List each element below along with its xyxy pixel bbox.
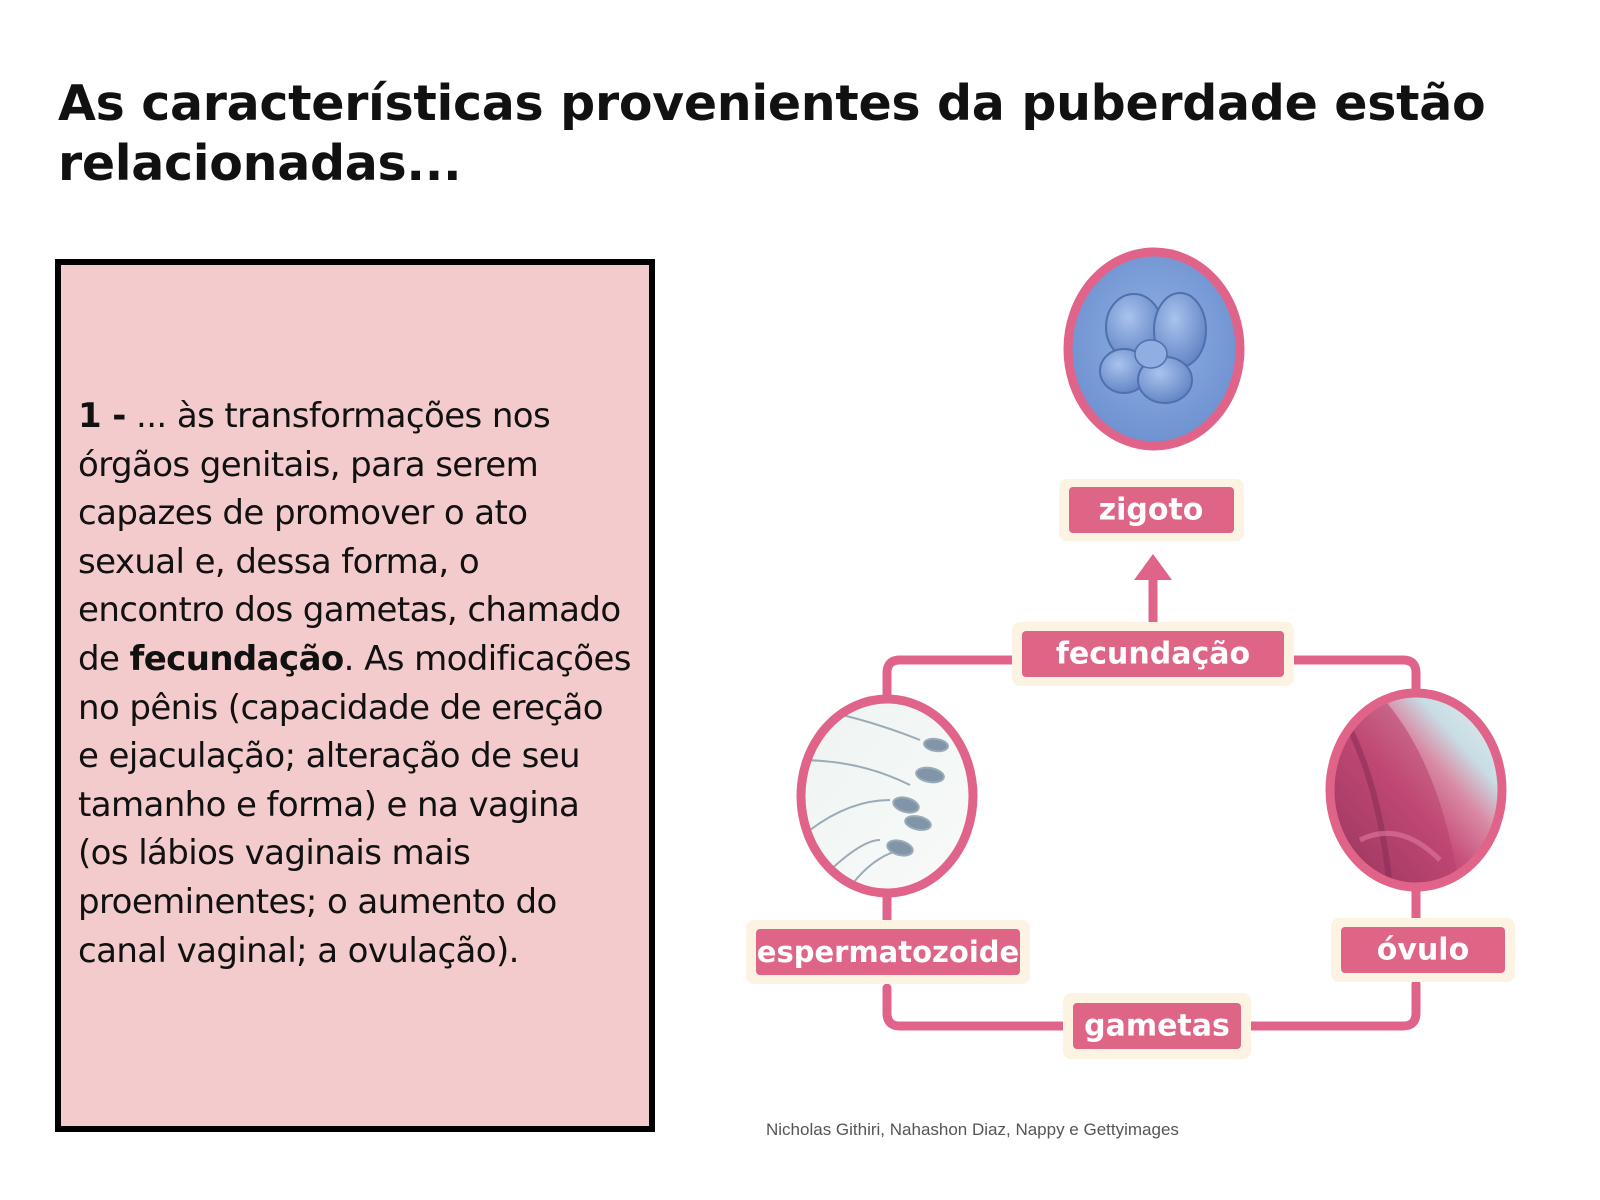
- text-box-paragraph: [78, 392, 633, 975]
- page-title: As características provenientes da puberdade estão relacionadas...: [58, 75, 1486, 192]
- sperm-photo: [800, 699, 973, 920]
- label-ovulo-text: óvulo: [1376, 932, 1470, 968]
- label-fecundacao-text: fecundação: [1055, 636, 1251, 672]
- arrow-up-icon: [1134, 554, 1172, 580]
- label-gametas: [1063, 993, 1251, 1059]
- ovum-photo: [1330, 693, 1502, 890]
- label-gametas-text: gametas: [1084, 1008, 1230, 1044]
- label-ovulo: [1331, 918, 1515, 982]
- connector-bottom-left: [887, 988, 1068, 1026]
- bold-term-fecundacao: fecundação: [129, 638, 344, 679]
- connector-top-right: [1290, 660, 1416, 692]
- connector-bottom-right: [1246, 984, 1416, 1026]
- reproduction-cycle-diagram: [740, 240, 1560, 1110]
- connector-top-left: [887, 660, 1020, 698]
- text-before: ... às transformações nos órgãos genitais, para serem capazes de promover o ato sexual e, dessa forma, o encontro dos gametas, chamado de: [78, 396, 621, 679]
- image-credit: Nicholas Githiri, Nahashon Diaz, Nappy e Gettyimages: [766, 1120, 1179, 1139]
- text-box: [55, 259, 655, 1132]
- label-espermatozoide-text: espermatozoide: [756, 935, 1020, 969]
- label-espermatozoide: [746, 920, 1030, 984]
- label-fecundacao: [1012, 622, 1294, 686]
- text-after: . As modificações no pênis (capacidade de ereção e ejaculação; alteração de seu tamanho e forma) e na vagina (os lábios vaginais mais proeminentes; o aumento do canal vaginal; a ovulação).: [78, 638, 631, 971]
- label-zigoto: [1059, 479, 1244, 541]
- item-number: 1 -: [78, 396, 126, 436]
- zygote-photo: [1068, 252, 1240, 446]
- label-zigoto-text: zigoto: [1098, 492, 1204, 528]
